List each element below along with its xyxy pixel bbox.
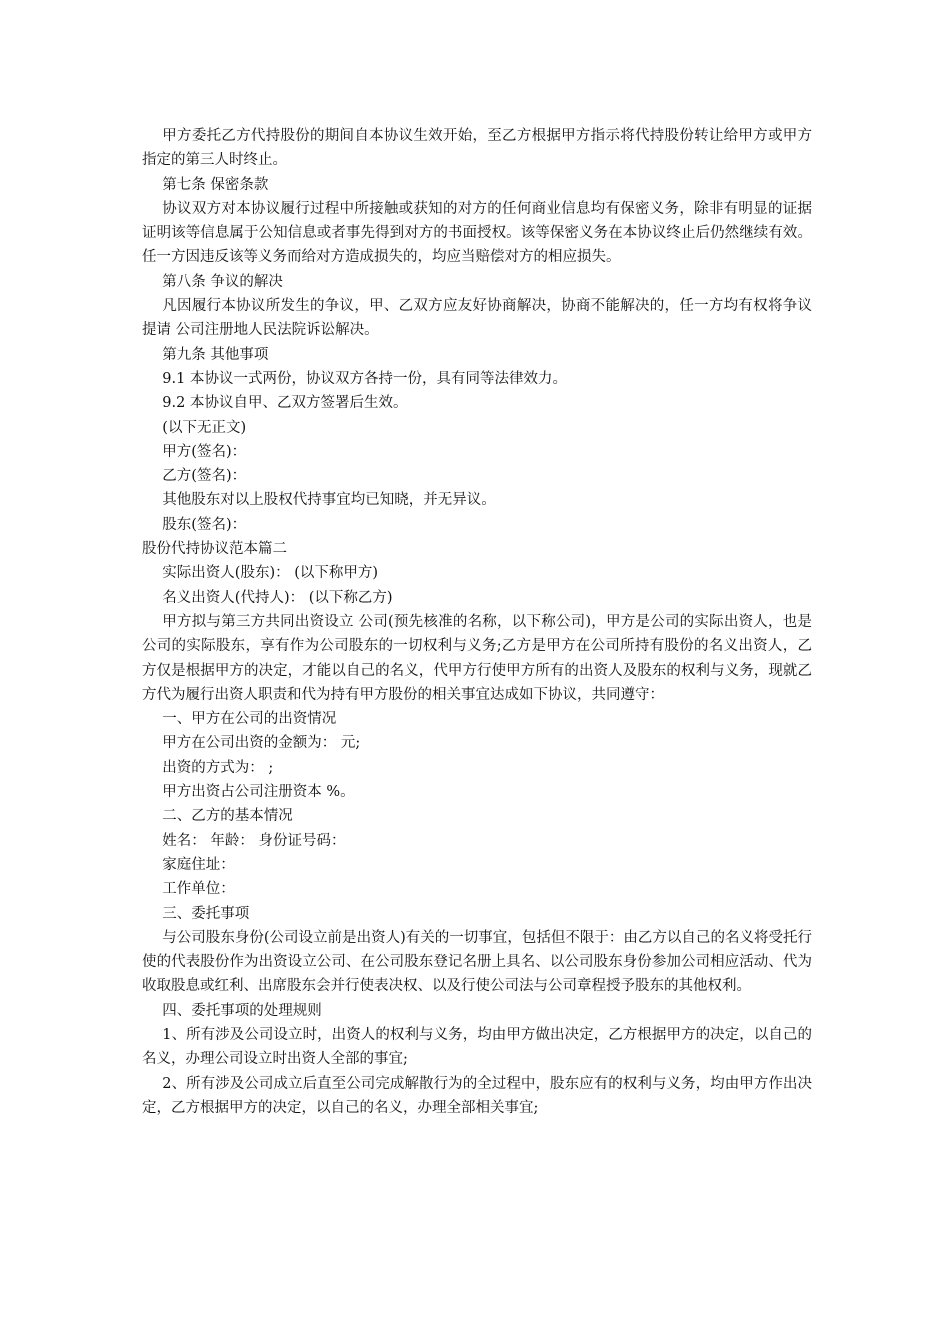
document-body (142, 124, 812, 1120)
clause-9-2: 9.2 本协议自甲、乙双方签署后生效。 (162, 395, 408, 412)
shareholder-signature-line: 股东(签名)： (162, 516, 247, 533)
heading-article-9: 第九条 其他事项 (162, 346, 269, 363)
paragraph-term-end: 甲方委托乙方代持股份的期间自本协议生效开始，至乙方根据甲方指示将代持股份转让给甲方或甲方指定的第三人时终止。 (142, 128, 812, 169)
investment-amount-line: 甲方在公司出资的金额为： 元; (162, 735, 361, 752)
party-b-address-line: 家庭住址： (162, 856, 235, 873)
investment-method-line: 出资的方式为： ; (162, 759, 274, 776)
heading-article-7: 第七条 保密条款 (162, 176, 269, 193)
heading-article-8: 第八条 争议的解决 (162, 273, 283, 290)
party-b-name-age-id-line: 姓名： 年龄： 身份证号码： (162, 832, 346, 849)
paragraph-dispute: 凡因履行本协议所发生的争议，甲、乙双方应友好协商解决，协商不能解决的，任一方均有权将争议提请 公司注册地人民法院诉讼解决。 (142, 298, 812, 339)
party-b-signature-line: 乙方(签名)： (162, 468, 247, 485)
party-b-employer-line: 工作单位： (162, 881, 235, 898)
heading-party-b-info: 二、乙方的基本情况 (162, 808, 293, 825)
investment-ratio-line: 甲方出资占公司注册资本 %。 (162, 784, 355, 801)
paragraph-confidentiality: 协议双方对本协议履行过程中所接触或获知的对方的任何商业信息均有保密义务，除非有明显的证据证明该等信息属于公知信息或者事先得到对方的书面授权。该等保密义务在本协议终止后仍然继续有效。任一方因违反该等义务而给对方造成损失的，均应当赔偿对方的相应损失。 (142, 200, 812, 266)
party-a-signature-line: 甲方(签名)： (162, 443, 247, 460)
paragraph-preamble: 甲方拟与第三方共同出资设立 公司(预先核准的名称，以下称公司)，甲方是公司的实际出资人，也是公司的实际股东，享有作为公司股东的一切权利与义务;乙方是甲方在公司所持有股份的名义出资人，乙方仅是根据甲方的决定，才能以自己的名义，代甲方行使甲方所有的出资人及股东的权利与义务，现就乙方代为履行出资人职责和代为持有甲方股份的相关事宜达成如下协议，共同遵守： (142, 613, 812, 703)
actual-investor-line: 实际出资人(股东)： (以下称甲方) (162, 565, 379, 582)
rule-2: 2、所有涉及公司成立后直至公司完成解散行为的全过程中，股东应有的权利与义务，均由甲方作出决定，乙方根据甲方的决定，以自己的名义，办理全部相关事宜; (142, 1075, 812, 1116)
paragraph-entrusted-matters: 与公司股东身份(公司设立前是出资人)有关的一切事宜，包括但不限于：由乙方以自己的名义将受托行使的代表股份作为出资设立公司、在公司股东登记名册上具名、以公司股东身份参加公司相应活动、代为收取股息或红利、出席股东会并行使表决权、以及行使公司法与公司章程授予股东的其他权利。 (142, 929, 812, 995)
shareholders-acknowledgement: 其他股东对以上股权代持事宜均已知晓，并无异议。 (162, 492, 496, 509)
heading-entrusted-matters: 三、委托事项 (162, 905, 250, 922)
no-more-text-note: (以下无正文) (162, 419, 247, 436)
section-title-template-2: 股份代持协议范本篇二 (142, 541, 287, 558)
heading-handling-rules: 四、委托事项的处理规则 (162, 1002, 322, 1019)
nominal-investor-line: 名义出资人(代持人)： (以下称乙方) (162, 589, 393, 606)
clause-9-1: 9.1 本协议一式两份，协议双方各持一份，具有同等法律效力。 (162, 370, 567, 387)
rule-1: 1、所有涉及公司设立时，出资人的权利与义务，均由甲方做出决定，乙方根据甲方的决定，以自己的名义，办理公司设立时出资人全部的事宜; (142, 1026, 812, 1068)
heading-party-a-investment: 一、甲方在公司的出资情况 (162, 711, 337, 728)
